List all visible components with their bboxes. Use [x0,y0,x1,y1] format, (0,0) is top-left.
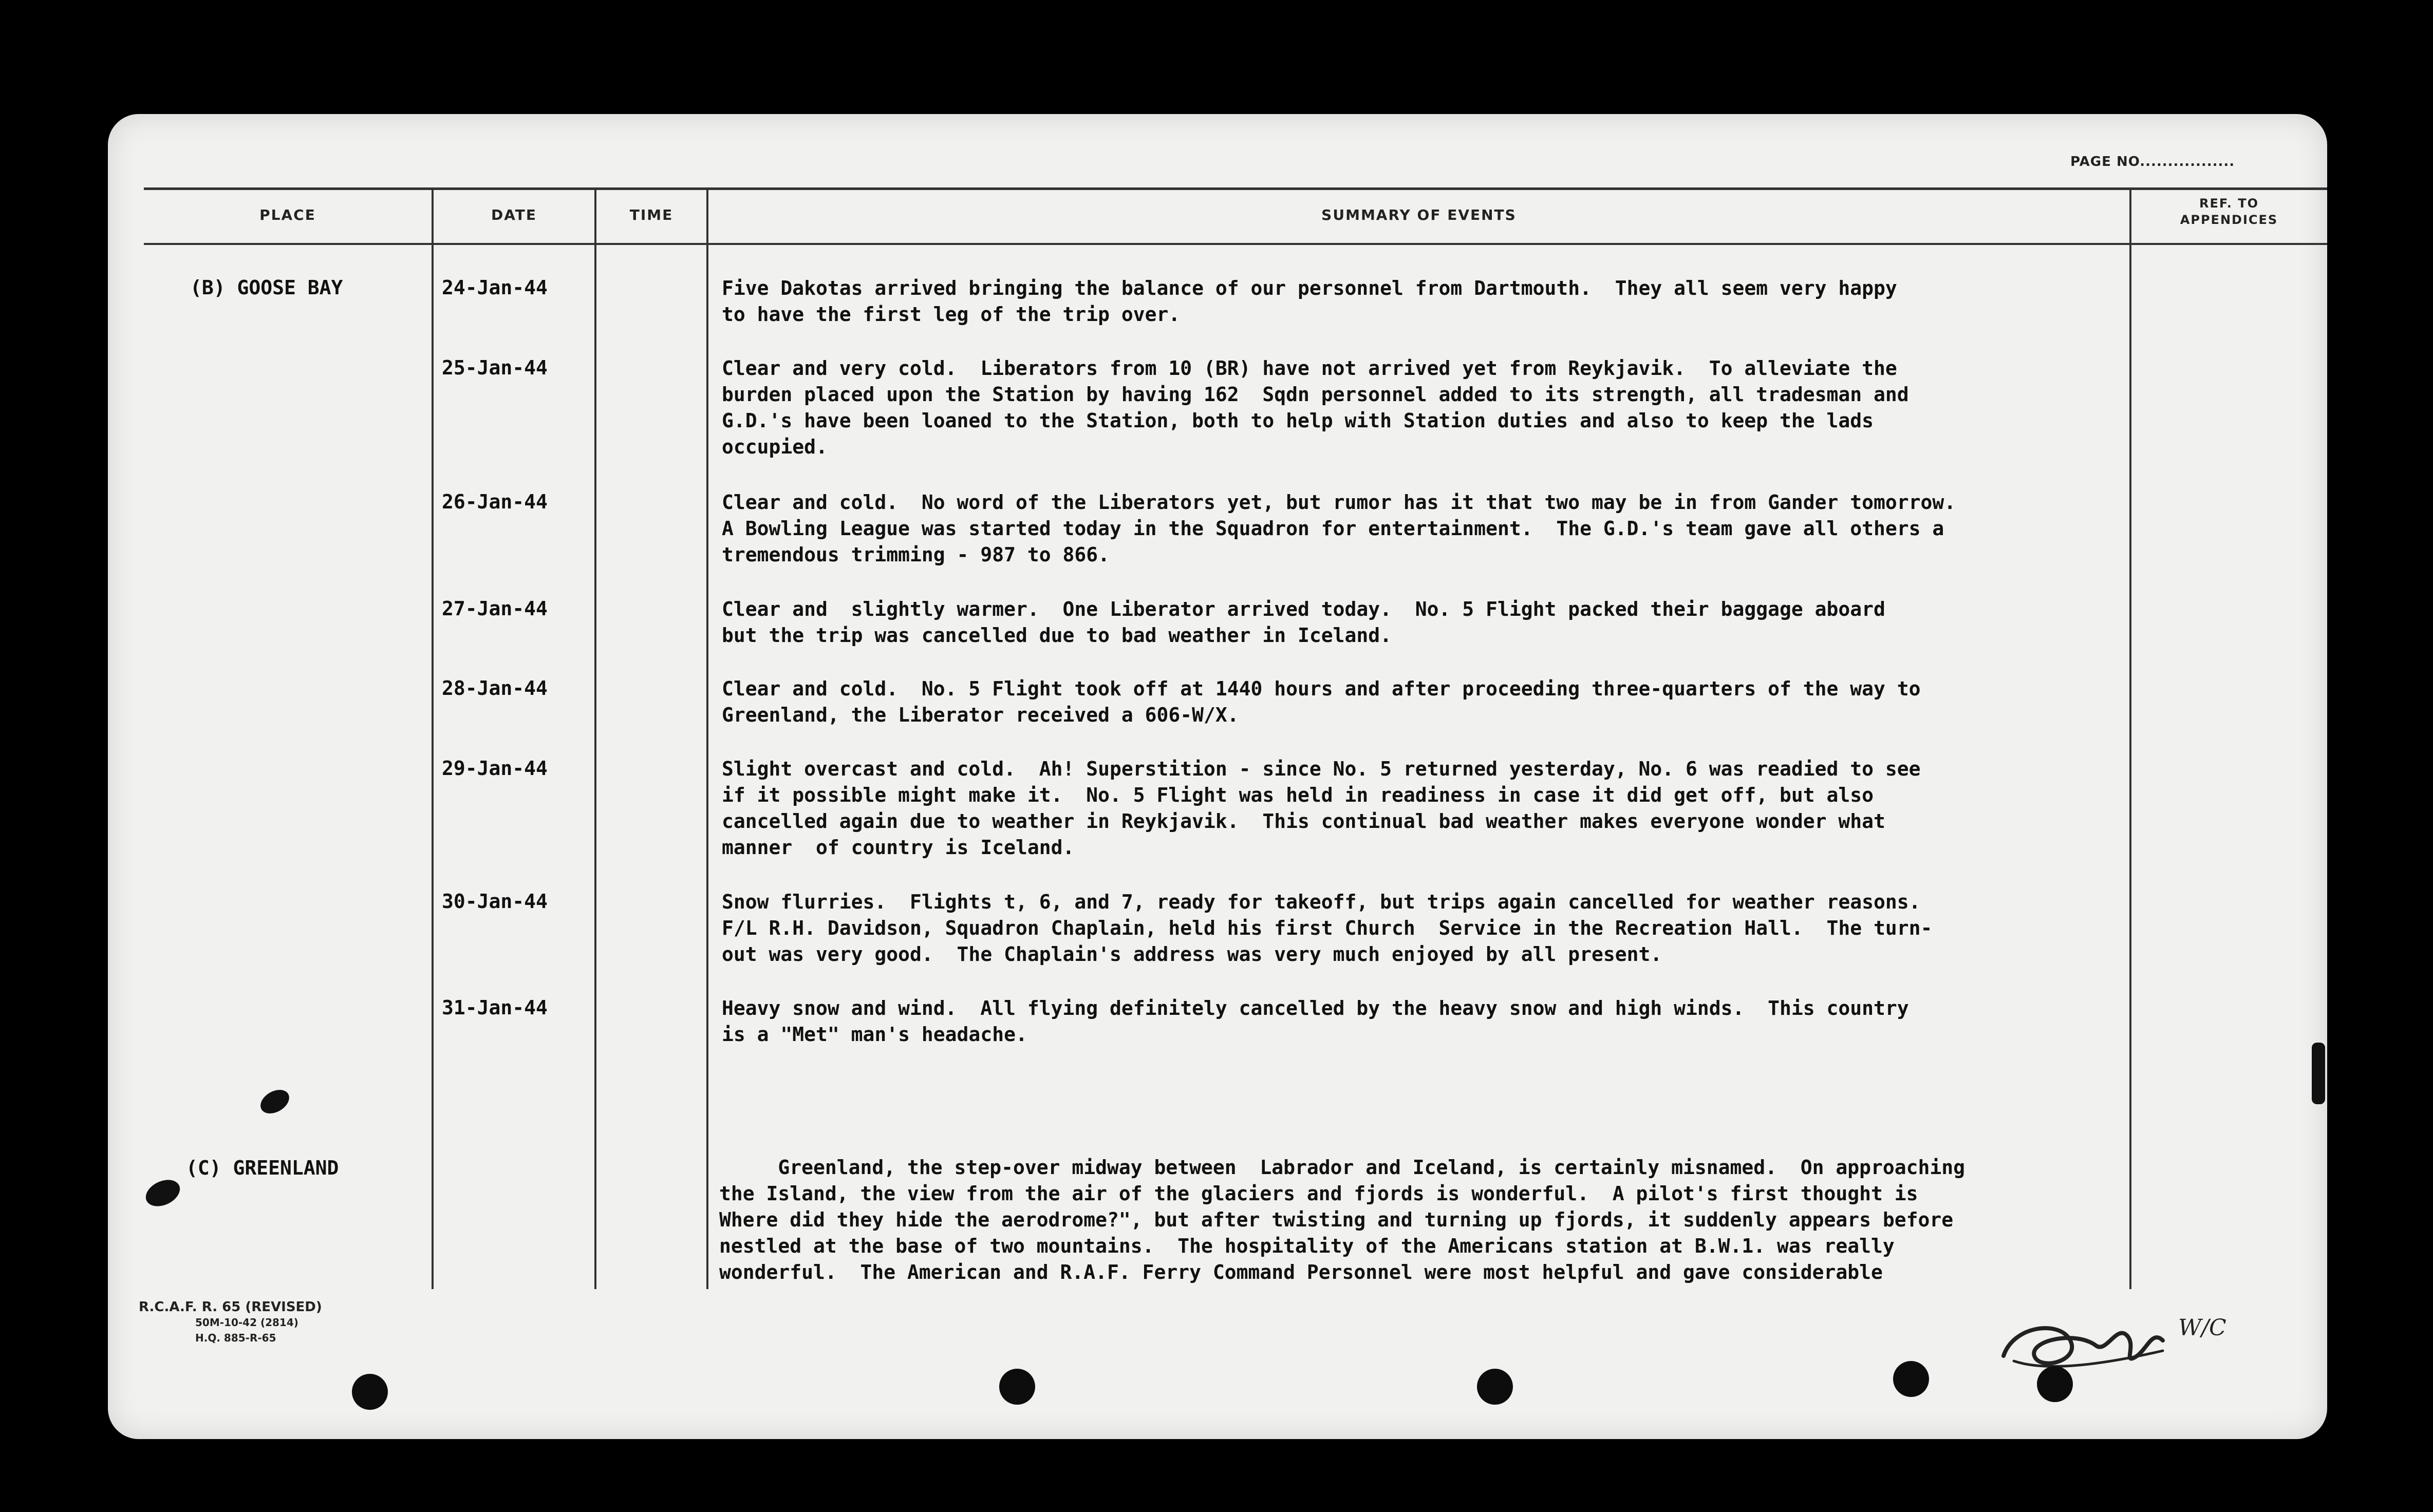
place-goose-bay: (B) GOOSE BAY [190,276,343,299]
entry-summary: Clear and very cold. Liberators from 10 (BR) have not arrived yet from Reykjavik. To alleviate the burden placed upon the Station by having 162 Sqdn personnel added to its strength, all tradesman and G.D.'s have been loaned to the Station, both to help with Station duties and also to keep the lads occupied. [722,357,1909,458]
entry-date: 26-Jan-44 [442,490,548,513]
greenland-summary: Greenland, the step-over midway between Labrador and Iceland, is certainly misnamed. On approaching the Island, the view from the air of the glaciers and fjords is wonderful. A pilot's first thought is Where did they hide the aerodrome?", but after twisting and turning up fjords, it suddenly appears before nestled at the base of two mountains. The hospitality of the Americans station at B.W.1. was really wonderful. The American and R.A.F. Ferry Command Personnel were most helpful and gave considerable [719,1156,1966,1283]
header-bottom-rule [144,243,2327,245]
entry-summary: Slight overcast and cold. Ah! Superstition - since No. 5 returned yesterday, No. 6 was readied to see if it possible might make it. No. 5 Flight was held in readiness in case it did get off, but also cancelled again due to weather in Reykjavik. This continual bad weather makes everyone wonder what manner of country is Iceland. [722,758,1921,859]
form-code-line: 50M-10-42 (2814) [195,1316,298,1329]
signature [1993,1294,2260,1389]
header-time: TIME [629,206,673,223]
form-code [139,1299,322,1346]
entry-summary: Clear and cold. No. 5 Flight took off at 1440 hours and after proceeding three-quarters of the way to Greenland, the Liberator received a 606-W/X. [722,677,1921,726]
column-divider-date [594,187,596,1289]
entry-date: 28-Jan-44 [442,677,548,700]
entry-summary: Five Dakotas arrived bringing the balance of our personnel from Dartmouth. They all seem very happy to have the first leg of the trip over. [722,277,1897,326]
column-divider-place [432,187,434,1289]
column-divider-time [706,187,708,1289]
binder-hole [1477,1369,1513,1405]
place-greenland: (C) GREENLAND [186,1157,339,1179]
entry-summary: Clear and cold. No word of the Liberators yet, but rumor has it that two may be in from Gander tomorrow. A Bowling League was started today in the Squadron for entertainment. The G.D.'s team gave all others a tremendous trimming - 987 to 866. [722,491,1956,566]
form-code-line: H.Q. 885-R-65 [195,1332,276,1344]
form-code-line: R.C.A.F. R. 65 (REVISED) [139,1299,322,1315]
entry-date: 31-Jan-44 [442,996,548,1019]
page-number-label: PAGE NO................. [2070,154,2235,169]
header-place: PLACE [259,206,316,223]
binder-hole [1893,1361,1929,1397]
header-ref-appendices: REF. TO APPENDICES [2180,196,2278,227]
entry-date: 29-Jan-44 [442,757,548,780]
binder-hole [2037,1366,2073,1402]
ink-blot [2312,1043,2325,1104]
entry-date: 25-Jan-44 [442,356,548,379]
binder-hole [352,1374,388,1410]
entry-summary: Heavy snow and wind. All flying definitely cancelled by the heavy snow and high winds. This country is a "Met" man's headache. [722,997,1909,1046]
entry-summary: Snow flurries. Flights t, 6, and 7, ready for takeoff, but trips again cancelled for weather reasons. F/L R.H. Davidson, Squadron Chaplain, held his first Church Service in the Recreation Hall. The turn- out was very good. The Chaplain's address was very much enjoyed by all present. [722,891,1933,966]
column-divider-summary [2129,187,2131,1289]
header-date: DATE [491,206,537,223]
signature-rank: W/C [2178,1315,2226,1341]
header-summary: SUMMARY OF EVENTS [1321,206,1517,223]
entry-date: 30-Jan-44 [442,890,548,913]
binder-hole [999,1369,1035,1405]
entry-summary: Clear and slightly warmer. One Liberator arrived today. No. 5 Flight packed their baggage aboard but the trip was cancelled due to bad weather in Iceland. [722,598,1885,647]
entry-date: 27-Jan-44 [442,597,548,620]
entry-date: 24-Jan-44 [442,276,548,299]
header-top-rule [144,187,2327,190]
